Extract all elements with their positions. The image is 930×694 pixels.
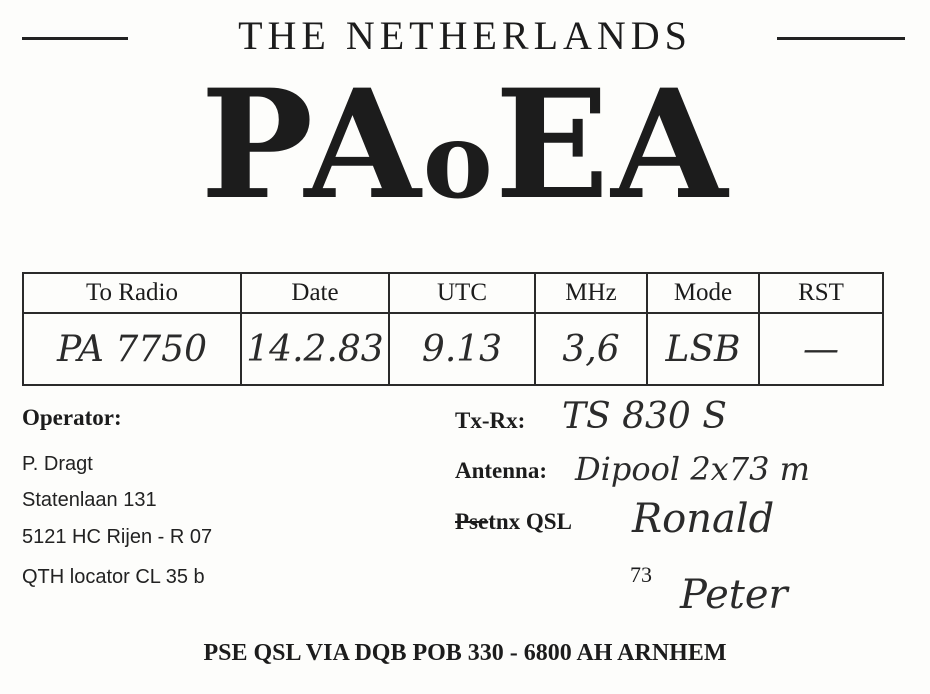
column-header-mode: Mode <box>647 273 759 313</box>
antenna-value: Dipool 2x73 m <box>575 450 810 488</box>
column-header-utc: UTC <box>389 273 535 313</box>
callsign-digit: o <box>422 98 495 222</box>
operator-street: Statenlaan 131 <box>22 489 157 511</box>
operator-locator: QTH locator CL 35 b <box>22 566 205 588</box>
cell-to-radio: PA 7750 <box>23 313 241 385</box>
cell-mode: LSB <box>647 313 759 385</box>
cell-utc: 9.13 <box>389 313 535 385</box>
qsl-signature: Ronald <box>632 496 775 542</box>
qsl-pse-struck: Pse <box>455 509 489 534</box>
greeting-signature: Peter <box>680 572 788 618</box>
txrx-label: Tx-Rx: <box>455 408 526 433</box>
column-header-mhz: MHz <box>535 273 647 313</box>
qsl-label: tnx QSL <box>488 509 572 534</box>
country-heading: THE NETHERLANDS <box>238 13 692 58</box>
callsign-suffix: EA <box>494 57 730 233</box>
column-header-rst: RST <box>759 273 883 313</box>
greeting-number: 73 <box>630 562 652 587</box>
cell-date: 14.2.83 <box>241 313 389 385</box>
cell-mhz: 3,6 <box>535 313 647 385</box>
operator-name: P. Dragt <box>22 453 93 475</box>
qsl-line <box>455 509 572 535</box>
column-header-to-radio: To Radio <box>23 273 241 313</box>
operator-label: Operator: <box>22 405 122 430</box>
callsign-heading <box>0 57 930 233</box>
qso-table <box>22 272 884 386</box>
table-row <box>23 313 883 385</box>
antenna-label: Antenna: <box>455 458 548 483</box>
column-header-date: Date <box>241 273 389 313</box>
txrx-value: TS 830 S <box>562 396 727 437</box>
footer-qsl-route: PSE QSL VIA DQB POB 330 - 6800 AH ARNHEM <box>203 640 727 666</box>
callsign-prefix: PA <box>200 57 423 233</box>
cell-rst: — <box>759 313 883 385</box>
table-header-row <box>23 273 883 313</box>
operator-city: 5121 HC Rijen - R 07 <box>22 526 213 548</box>
